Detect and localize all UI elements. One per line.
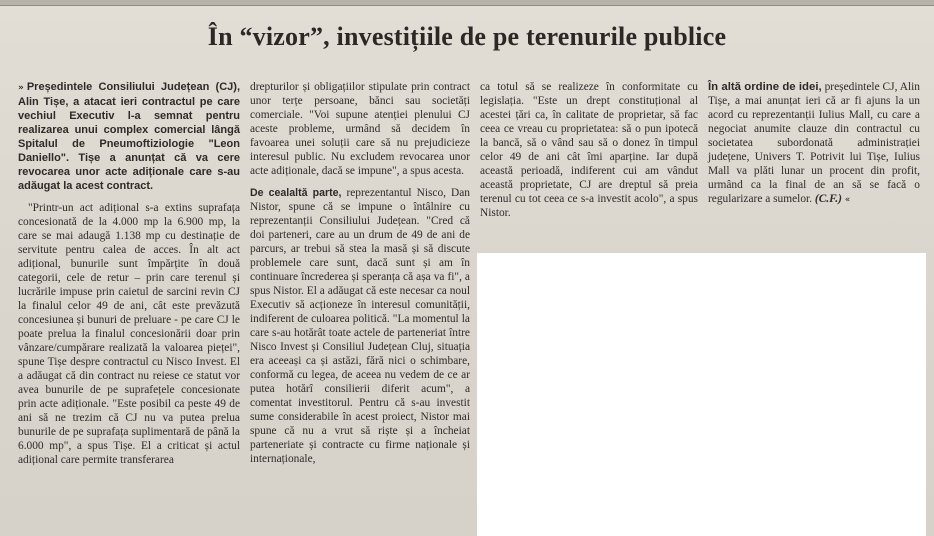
top-rule <box>0 0 934 6</box>
author-signature: (C.F.) <box>814 193 842 205</box>
article-headline: În “vizor”, investițiile de pe terenurile publice <box>207 22 727 51</box>
paragraph <box>250 186 470 466</box>
paragraph: drepturilor și obligațiilor stipulate prin contract unor terțe persoane, bănci sau societăți comerciale. "Voi supune atenției plenului CJ aceste probleme, urmând să decidem în favoarea unei soluții care să nu prejudicieze interesul public. Nu excludem revocarea unor acte adiționale, dacă se impune", a spus acesta. <box>250 81 470 177</box>
lead-text: Președintele Consiliului Județean (CJ), Alin Tișe, a atacat ieri contractul pe care vechiul Executiv l-a semnat pentru realizarea unui complex comercial lângă Spitalul de Pneumoftiziologie "Leon Daniello". Tișe a anunțat că va cere revocarea unor acte adiționale care s-au adăugat la acest contract. <box>18 81 240 192</box>
article-column-4 <box>708 80 920 215</box>
lead-marker-icon: » <box>18 83 24 93</box>
paragraph-bold-lead: În altă ordine de idei, <box>708 81 822 93</box>
paragraph: "Printr-un act adițional s-a extins suprafața concesionată de la 4.000 mp la 6.900 mp, la care se mai adaugă 1.138 mp cu destinație de servitute pentru calea de acces. În alt act adițional, bunurile sunt împărțite în două categorii, cele de retur – prin care terenul și lucrările impuse prin caietul de sarcini revin CJ la finalul celor 49 de ani, cât este prevăzută concesiunea și bunuri de preluare - pe care CJ le poate prelua la finalul concesionării doar prin vânzare/cumpărare realizată la valoarea pieței", spune Tișe despre contractul cu Nisco Invest. El a adăugat că din contract nu reiese ce statut vor avea bunurile de pe suprafețele concesionate prin acte adiționale. "Este posibil ca peste 49 de ani să ne trezim că CJ nu va putea prelua bunurile de pe suprafața suplimentară de până la 6.000 mp", a spus Tișe. El a criticat și actul adițional care permite transferarea <box>18 202 240 466</box>
end-marker-icon: « <box>844 195 851 205</box>
article-lead <box>18 80 240 193</box>
paragraph-bold-lead: De cealaltă parte, <box>250 187 342 199</box>
article-column-2 <box>250 80 470 474</box>
blank-area <box>477 253 926 536</box>
article-column-3 <box>480 80 698 228</box>
paragraph <box>708 80 920 207</box>
paragraph-text: președintele CJ, Alin Tișe, a mai anunțat ieri că ar fi ajuns la un acord cu reprezentanții Iulius Mall, cu care a negociat anumite clauze din contractul cu societatea subordonată administrației județene, Univers T. Potrivit lui Tișe, Iulius Mall va plăti lunar un procent din profit, urmând ca la final de an să se facă o regularizare a sumelor. <box>708 81 920 205</box>
paragraph-text: reprezentantul Nisco, Dan Nistor, spune că se impune o întâlnire cu reprezentanții Consiliului Județean. "Cred că doi parteneri, care au un drum de 49 de ani de parcurs, ar trebui să stea la masă și să discute problemele care sunt, dacă sunt și am în continuare încrederea și speranța că așa va fi", a spus Nistor. El a adăugat că este necesar ca noul Executiv să acționeze în interesul comunității, indiferent de culoarea politică. "La momentul la care s-au hotărât toate actele de parteneriat între Nisco Invest și Consiliul Județean Cluj, situația era aceeași ca și astăzi, fără nici o schimbare, conformă cu legea, de aceea nu vedem de ce ar putea hotărî consilierii diferit acum", a comentat investitorul. Pentru că s-au investit sume considerabile în acest proiect, Nistor mai spune că nu a vrut să riște și a încheiat parteneriate și contracte cu firme naționale și internaționale, <box>250 187 470 465</box>
article-column-1 <box>18 80 240 475</box>
paragraph: ca totul să se realizeze în conformitate cu legislația. "Este un drept constituțional al acestei țări ca, în calitate de proprietar, să fac ceea ce vreau cu proprietatea: să o pun ipotecă la bancă, să o vând sau să o donez în timpul celor 49 de ani cât îmi aparține. Iar după această perioadă, indiferent cui am vândut această proprietate, CJ are dreptul să preia terenul cu tot ceea ce s-a investit acolo", a spus Nistor. <box>480 81 698 219</box>
